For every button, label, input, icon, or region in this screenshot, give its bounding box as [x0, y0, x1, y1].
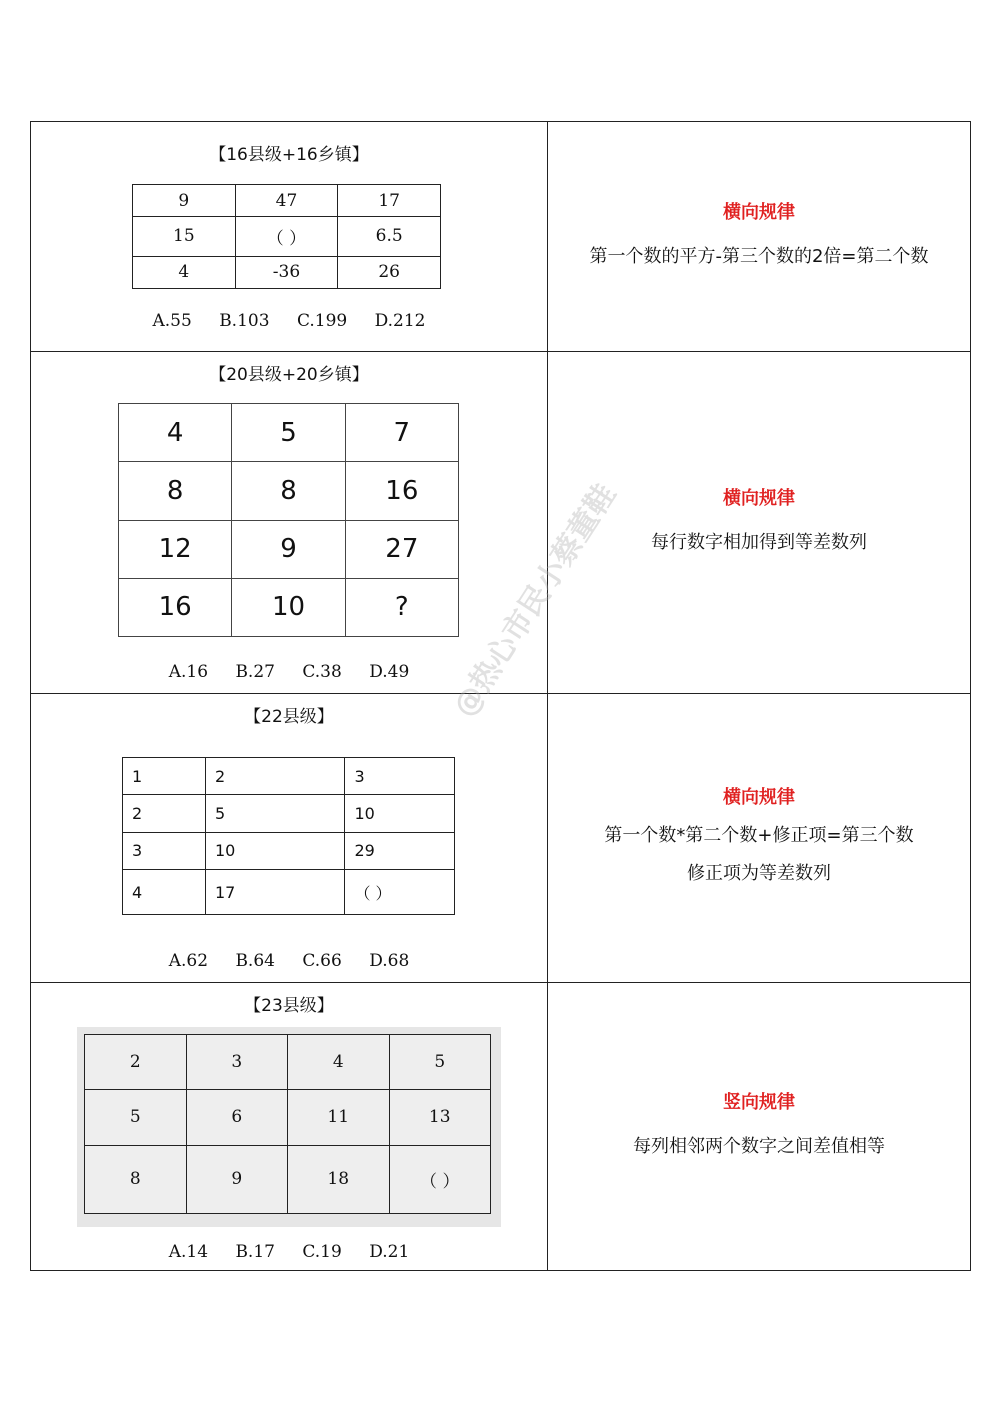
number-grid-2 — [118, 403, 459, 637]
grid-cell: 2 — [123, 795, 206, 832]
grid-cell: 17 — [206, 870, 345, 915]
grid-cell: 6.5 — [338, 217, 441, 257]
question-row-3 — [31, 693, 970, 982]
rule-title: 横向规律 — [723, 487, 795, 509]
number-grid-1 — [132, 184, 441, 289]
grid-cell: 8 — [232, 462, 345, 520]
grid-cell: 3 — [123, 832, 206, 869]
grid-cell: 2 — [85, 1035, 187, 1090]
rule-cell-3 — [547, 694, 970, 982]
grid-cell: 47 — [235, 185, 338, 217]
question-cell-3 — [31, 694, 547, 982]
grid-cell: 29 — [345, 832, 455, 869]
grid-cell: 7 — [345, 404, 458, 462]
option-c: C.38 — [302, 662, 342, 682]
grid-cell: 4 — [133, 256, 236, 288]
grid-cell: 27 — [345, 520, 458, 578]
question-cell-1 — [31, 122, 547, 351]
grid-cell: 1 — [123, 758, 206, 795]
rule-line: 第一个数*第二个数+修正项=第三个数 — [604, 825, 914, 846]
option-b: B.27 — [235, 662, 275, 682]
grid-cell: 5 — [389, 1035, 491, 1090]
grid-cell: 11 — [288, 1090, 390, 1145]
question-table — [30, 121, 971, 1271]
option-c: C.66 — [302, 951, 342, 971]
grid-cell: 5 — [232, 404, 345, 462]
rule-line: 每行数字相加得到等差数列 — [651, 531, 867, 553]
question-cell-4 — [31, 983, 547, 1270]
option-d: D.212 — [374, 311, 426, 331]
grid-cell: 4 — [123, 870, 206, 915]
option-a: A.62 — [168, 951, 209, 971]
grid-cell: 3 — [186, 1035, 288, 1090]
grid-cell: 9 — [186, 1145, 288, 1213]
grid-cell: 4 — [119, 404, 232, 462]
grid-cell: 5 — [85, 1090, 187, 1145]
rule-cell-2 — [547, 352, 970, 693]
option-b: B.103 — [219, 311, 270, 331]
grid-cell: 10 — [206, 832, 345, 869]
grid-cell: （ ） — [345, 870, 455, 915]
rule-line: 第一个数的平方-第三个数的2倍=第二个数 — [589, 245, 929, 267]
grid-cell: ? — [345, 578, 458, 636]
grid-cell: （ ） — [235, 217, 338, 257]
question-cell-2 — [31, 352, 547, 693]
grid-cell: 9 — [232, 520, 345, 578]
option-c: C.199 — [296, 311, 348, 331]
option-d: D.49 — [369, 662, 410, 682]
option-a: A.16 — [168, 662, 209, 682]
rule-title: 横向规律 — [723, 201, 795, 223]
option-d: D.68 — [369, 951, 410, 971]
rule-cell-4 — [547, 983, 970, 1270]
watermark: @热心市民小蔡董鞋 — [446, 477, 624, 724]
question-title: 【22县级】 — [244, 707, 334, 727]
grid-cell: 12 — [119, 520, 232, 578]
question-title: 【20县级+20乡镇】 — [209, 365, 369, 385]
grid-cell: 3 — [345, 758, 455, 795]
grid-cell: 6 — [186, 1090, 288, 1145]
grid-cell: 4 — [288, 1035, 390, 1090]
option-a: A.55 — [152, 311, 192, 331]
grid-cell: 16 — [345, 462, 458, 520]
number-grid-3 — [122, 757, 455, 915]
grid-cell: 5 — [206, 795, 345, 832]
question-row-1 — [31, 122, 970, 351]
question-row-4 — [31, 982, 970, 1270]
rule-title: 横向规律 — [723, 787, 795, 808]
option-b: B.17 — [235, 1242, 275, 1262]
grid-cell: 15 — [133, 217, 236, 257]
grid-cell: 10 — [232, 578, 345, 636]
grid-cell: 13 — [389, 1090, 491, 1145]
rule-line: 修正项为等差数列 — [687, 863, 831, 884]
grid-cell: 26 — [338, 256, 441, 288]
question-title: 【16县级+16乡镇】 — [209, 145, 369, 165]
answer-options — [31, 1242, 547, 1262]
option-d: D.21 — [369, 1242, 410, 1262]
number-grid-4 — [84, 1034, 491, 1214]
rule-line: 每列相邻两个数字之间差值相等 — [633, 1135, 885, 1157]
grid-background — [77, 1027, 501, 1227]
grid-cell: 8 — [85, 1145, 187, 1213]
grid-cell: 9 — [133, 185, 236, 217]
grid-cell: 16 — [119, 578, 232, 636]
grid-cell: 2 — [206, 758, 345, 795]
grid-cell: 18 — [288, 1145, 390, 1213]
grid-cell: 17 — [338, 185, 441, 217]
answer-options — [31, 951, 547, 971]
grid-cell: -36 — [235, 256, 338, 288]
option-b: B.64 — [235, 951, 275, 971]
rule-title: 竖向规律 — [723, 1091, 795, 1113]
question-title: 【23县级】 — [244, 996, 334, 1016]
grid-cell: （ ） — [389, 1145, 491, 1213]
rule-cell-1 — [547, 122, 970, 351]
answer-options — [31, 311, 547, 331]
option-a: A.14 — [168, 1242, 209, 1262]
option-c: C.19 — [302, 1242, 342, 1262]
grid-cell: 8 — [119, 462, 232, 520]
grid-cell: 10 — [345, 795, 455, 832]
